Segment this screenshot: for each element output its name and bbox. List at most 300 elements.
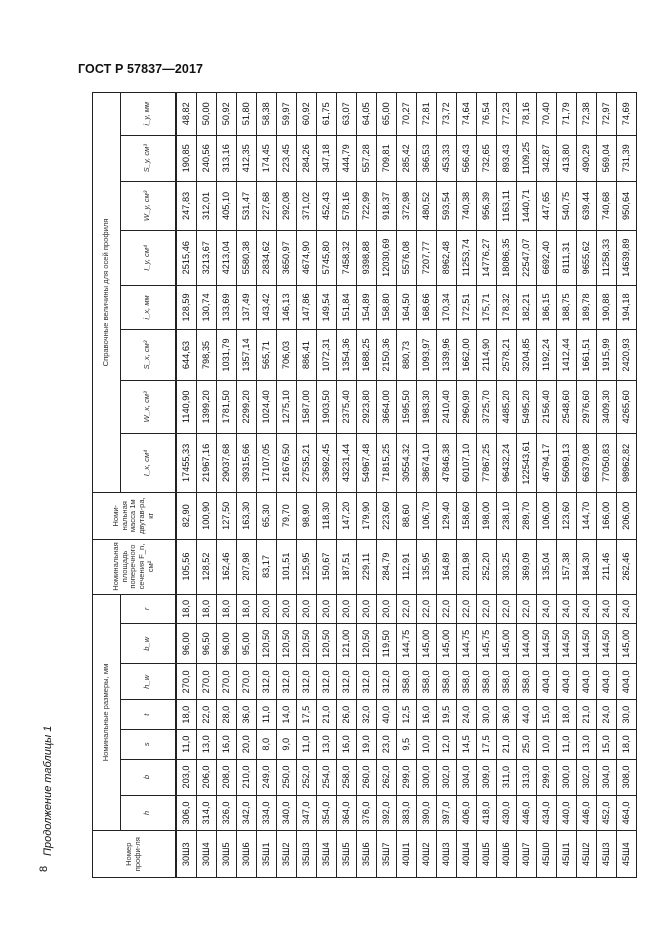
- value-cell: 143,42: [256, 285, 276, 329]
- value-cell: 2834,62: [256, 230, 276, 285]
- value-cell: 70,40: [536, 93, 556, 136]
- value-cell: 30554,32: [396, 433, 416, 492]
- value-cell: 9,5: [396, 729, 416, 759]
- column-header: b_w: [121, 624, 176, 664]
- value-cell: 21967,16: [196, 433, 216, 492]
- value-cell: 1781,50: [216, 380, 236, 433]
- profile-number-cell: 35Ш1: [256, 831, 276, 878]
- value-cell: 18,0: [616, 729, 636, 759]
- profile-number-cell: 45Ш1: [556, 831, 576, 878]
- value-cell: 453,33: [436, 135, 456, 182]
- value-cell: 2375,40: [336, 380, 356, 433]
- value-cell: 731,39: [616, 135, 636, 182]
- value-cell: 1354,36: [336, 330, 356, 381]
- value-cell: 11,0: [296, 729, 316, 759]
- value-cell: 120,50: [256, 624, 276, 664]
- value-cell: 480,52: [416, 182, 436, 231]
- value-cell: 1983,30: [416, 380, 436, 433]
- value-cell: 18,0: [556, 700, 576, 730]
- profile-number-cell: 40Ш1: [396, 831, 416, 878]
- profile-number-cell: 45Ш3: [596, 831, 616, 878]
- profile-number-cell: 35Ш6: [356, 831, 376, 878]
- value-cell: 284,79: [376, 539, 396, 594]
- value-cell: 36,0: [496, 700, 516, 730]
- value-cell: 284,26: [296, 135, 316, 182]
- column-header: S_x, см³: [121, 330, 176, 381]
- value-cell: 7207,77: [416, 230, 436, 285]
- value-cell: 24,0: [596, 594, 616, 624]
- value-cell: 50,92: [216, 93, 236, 136]
- value-cell: 135,04: [536, 539, 556, 594]
- value-cell: 304,0: [596, 759, 616, 795]
- value-cell: 175,71: [476, 285, 496, 329]
- value-cell: 312,0: [256, 664, 276, 700]
- value-cell: 302,0: [576, 759, 596, 795]
- value-cell: 9398,88: [356, 230, 376, 285]
- value-cell: 406,0: [456, 795, 476, 831]
- value-cell: 13,0: [316, 729, 336, 759]
- value-cell: 369,09: [516, 539, 536, 594]
- value-cell: 73,72: [436, 93, 456, 136]
- value-cell: 313,0: [516, 759, 536, 795]
- value-cell: 404,0: [616, 664, 636, 700]
- value-cell: 9655,62: [576, 230, 596, 285]
- value-cell: 83,17: [256, 539, 276, 594]
- value-cell: 358,0: [436, 664, 456, 700]
- value-cell: 4674,90: [296, 230, 316, 285]
- value-cell: 11253,74: [456, 230, 476, 285]
- value-cell: 17,5: [476, 729, 496, 759]
- value-cell: 1903,50: [316, 380, 336, 433]
- value-cell: 13,0: [576, 729, 596, 759]
- value-cell: 1031,79: [216, 330, 236, 381]
- value-cell: 112,91: [396, 539, 416, 594]
- value-cell: 418,0: [476, 795, 496, 831]
- value-cell: 2960,90: [456, 380, 476, 433]
- header-reference: Справочные величины для осей профиля: [93, 93, 121, 493]
- value-cell: 121,00: [336, 624, 356, 664]
- value-cell: 22,0: [436, 594, 456, 624]
- value-cell: 170,34: [436, 285, 456, 329]
- column-header: W_x, см³: [121, 380, 176, 433]
- value-cell: 223,45: [276, 135, 296, 182]
- value-cell: 722,99: [356, 182, 376, 231]
- value-cell: 4265,60: [616, 380, 636, 433]
- value-cell: 145,00: [416, 624, 436, 664]
- value-cell: 250,0: [276, 759, 296, 795]
- profile-number-cell: 35Ш3: [296, 831, 316, 878]
- value-cell: 77,23: [496, 93, 516, 136]
- value-cell: 120,50: [276, 624, 296, 664]
- value-cell: 100,90: [196, 492, 216, 539]
- table-row: [436, 93, 456, 878]
- column-header: h: [121, 795, 176, 831]
- value-cell: 16,0: [216, 729, 236, 759]
- column-header: I_x, см⁴: [121, 433, 176, 492]
- value-cell: 1109,25: [516, 135, 536, 182]
- value-cell: 27535,21: [296, 433, 316, 492]
- value-cell: 397,0: [436, 795, 456, 831]
- column-header: r: [121, 594, 176, 624]
- value-cell: 565,71: [256, 330, 276, 381]
- value-cell: 145,75: [476, 624, 496, 664]
- value-cell: 566,43: [456, 135, 476, 182]
- value-cell: 270,0: [196, 664, 216, 700]
- value-cell: 172,51: [456, 285, 476, 329]
- value-cell: 22,0: [396, 594, 416, 624]
- table-row: [176, 93, 197, 878]
- profile-number-cell: 35Ш4: [316, 831, 336, 878]
- value-cell: 137,49: [236, 285, 256, 329]
- table-row: [536, 93, 556, 878]
- value-cell: 304,0: [456, 759, 476, 795]
- value-cell: 144,70: [576, 492, 596, 539]
- value-cell: 146,13: [276, 285, 296, 329]
- value-cell: 51,80: [236, 93, 256, 136]
- value-cell: 2150,36: [376, 330, 396, 381]
- value-cell: 118,30: [316, 492, 336, 539]
- value-cell: 390,0: [416, 795, 436, 831]
- value-cell: 918,37: [376, 182, 396, 231]
- value-cell: 23,0: [376, 729, 396, 759]
- value-cell: 211,46: [596, 539, 616, 594]
- profile-number-cell: 40Ш4: [456, 831, 476, 878]
- value-cell: 452,43: [316, 182, 336, 231]
- value-cell: 39315,66: [236, 433, 256, 492]
- value-cell: 151,84: [336, 285, 356, 329]
- value-cell: 190,88: [596, 285, 616, 329]
- value-cell: 24,0: [616, 594, 636, 624]
- value-cell: 98962,82: [616, 433, 636, 492]
- value-cell: 18086,35: [496, 230, 516, 285]
- value-cell: 798,35: [196, 330, 216, 381]
- value-cell: 312,0: [376, 664, 396, 700]
- value-cell: 740,68: [596, 182, 616, 231]
- value-cell: 447,65: [536, 182, 556, 231]
- value-cell: 706,03: [276, 330, 296, 381]
- value-cell: 189,78: [576, 285, 596, 329]
- value-cell: 1399,20: [196, 380, 216, 433]
- table-row: [496, 93, 516, 878]
- column-header: i_y, мм: [121, 93, 176, 136]
- profile-table: [92, 92, 637, 878]
- value-cell: 405,10: [216, 182, 236, 231]
- value-cell: 11,0: [556, 729, 576, 759]
- value-cell: 21,0: [316, 700, 336, 730]
- column-header: I_y, см⁴: [121, 230, 176, 285]
- value-cell: 383,0: [396, 795, 416, 831]
- value-cell: 120,50: [316, 624, 336, 664]
- value-cell: 96,00: [216, 624, 236, 664]
- value-cell: 2420,93: [616, 330, 636, 381]
- value-cell: 16,0: [416, 700, 436, 730]
- value-cell: 254,0: [316, 759, 336, 795]
- value-cell: 404,0: [576, 664, 596, 700]
- value-cell: 9,0: [276, 729, 296, 759]
- value-cell: 44,0: [516, 700, 536, 730]
- value-cell: 15,0: [536, 700, 556, 730]
- value-cell: 11,0: [256, 700, 276, 730]
- value-cell: 206,00: [616, 492, 636, 539]
- value-cell: 166,00: [596, 492, 616, 539]
- value-cell: 404,0: [556, 664, 576, 700]
- value-cell: 20,0: [356, 594, 376, 624]
- value-cell: 464,0: [616, 795, 636, 831]
- value-cell: 392,0: [376, 795, 396, 831]
- value-cell: 1595,50: [396, 380, 416, 433]
- value-cell: 4213,04: [216, 230, 236, 285]
- value-cell: 98,90: [296, 492, 316, 539]
- value-cell: 1339,96: [436, 330, 456, 381]
- value-cell: 15,0: [596, 729, 616, 759]
- value-cell: 440,0: [556, 795, 576, 831]
- value-cell: 33692,45: [316, 433, 336, 492]
- value-cell: 24,0: [536, 594, 556, 624]
- column-header: t: [121, 700, 176, 730]
- value-cell: 163,30: [236, 492, 256, 539]
- value-cell: 48,82: [176, 93, 197, 136]
- value-cell: 358,0: [456, 664, 476, 700]
- table-row: [556, 93, 576, 878]
- value-cell: 314,0: [196, 795, 216, 831]
- table-row: [396, 93, 416, 878]
- value-cell: 72,97: [596, 93, 616, 136]
- value-cell: 65,00: [376, 93, 396, 136]
- value-cell: 158,60: [456, 492, 476, 539]
- value-cell: 78,16: [516, 93, 536, 136]
- value-cell: 340,0: [276, 795, 296, 831]
- value-cell: 252,20: [476, 539, 496, 594]
- value-cell: 154,89: [356, 285, 376, 329]
- value-cell: 40,0: [376, 700, 396, 730]
- value-cell: 17107,05: [256, 433, 276, 492]
- value-cell: 119,50: [376, 624, 396, 664]
- table-row: [376, 93, 396, 878]
- value-cell: 24,0: [556, 594, 576, 624]
- value-cell: 144,50: [576, 624, 596, 664]
- value-cell: 125,95: [296, 539, 316, 594]
- value-cell: 174,45: [256, 135, 276, 182]
- value-cell: 188,75: [556, 285, 576, 329]
- value-cell: 133,69: [216, 285, 236, 329]
- profile-number-cell: 40Ш6: [496, 831, 516, 878]
- table-row: [356, 93, 376, 878]
- profile-number-cell: 35Ш2: [276, 831, 296, 878]
- value-cell: 270,0: [216, 664, 236, 700]
- value-cell: 342,87: [536, 135, 556, 182]
- value-cell: 11,0: [176, 729, 197, 759]
- column-header: i_x, мм: [121, 285, 176, 329]
- value-cell: 22,0: [516, 594, 536, 624]
- value-cell: 74,64: [456, 93, 476, 136]
- value-cell: 122543,61: [516, 433, 536, 492]
- value-cell: 59,97: [276, 93, 296, 136]
- value-cell: 358,0: [516, 664, 536, 700]
- table-row: [256, 93, 276, 878]
- value-cell: 299,0: [396, 759, 416, 795]
- value-cell: 285,42: [396, 135, 416, 182]
- value-cell: 302,0: [436, 759, 456, 795]
- value-cell: 21,0: [576, 700, 596, 730]
- value-cell: 354,0: [316, 795, 336, 831]
- value-cell: 309,0: [476, 759, 496, 795]
- value-cell: 5576,08: [396, 230, 416, 285]
- value-cell: 2299,20: [236, 380, 256, 433]
- value-cell: 358,0: [396, 664, 416, 700]
- value-cell: 18,0: [236, 594, 256, 624]
- value-cell: 1163,11: [496, 182, 516, 231]
- value-cell: 1661,51: [576, 330, 596, 381]
- value-cell: 168,66: [416, 285, 436, 329]
- column-header: W_y, см³: [121, 182, 176, 231]
- value-cell: 20,0: [236, 729, 256, 759]
- value-cell: 145,00: [496, 624, 516, 664]
- value-cell: 262,0: [376, 759, 396, 795]
- value-cell: 21676,50: [276, 433, 296, 492]
- value-cell: 82,90: [176, 492, 197, 539]
- value-cell: 2410,40: [436, 380, 456, 433]
- value-cell: 22,0: [456, 594, 476, 624]
- value-cell: 404,0: [536, 664, 556, 700]
- value-cell: 227,68: [256, 182, 276, 231]
- value-cell: 247,83: [176, 182, 197, 231]
- value-cell: 144,75: [396, 624, 416, 664]
- value-cell: 71815,25: [376, 433, 396, 492]
- value-cell: 54967,48: [356, 433, 376, 492]
- value-cell: 66379,08: [576, 433, 596, 492]
- value-cell: 2976,60: [576, 380, 596, 433]
- value-cell: 644,63: [176, 330, 197, 381]
- value-cell: 24,0: [576, 594, 596, 624]
- value-cell: 144,00: [516, 624, 536, 664]
- value-cell: 65,30: [256, 492, 276, 539]
- header-mass: Номи-нальная масса 1м двутав-ра, кг: [93, 492, 176, 539]
- value-cell: 260,0: [356, 759, 376, 795]
- value-cell: 223,60: [376, 492, 396, 539]
- value-cell: 1915,99: [596, 330, 616, 381]
- value-cell: 24,0: [456, 700, 476, 730]
- value-cell: 18,0: [176, 700, 197, 730]
- value-cell: 2114,90: [476, 330, 496, 381]
- column-header: b: [121, 759, 176, 795]
- value-cell: 182,21: [516, 285, 536, 329]
- value-cell: 1662,00: [456, 330, 476, 381]
- value-cell: 96432,24: [496, 433, 516, 492]
- value-cell: 105,56: [176, 539, 197, 594]
- value-cell: 404,0: [596, 664, 616, 700]
- value-cell: 3204,85: [516, 330, 536, 381]
- value-cell: 312,0: [296, 664, 316, 700]
- value-cell: 210,0: [236, 759, 256, 795]
- value-cell: 3650,97: [276, 230, 296, 285]
- value-cell: 1192,24: [536, 330, 556, 381]
- profile-number-cell: 40Ш2: [416, 831, 436, 878]
- value-cell: 130,74: [196, 285, 216, 329]
- value-cell: 21,0: [496, 729, 516, 759]
- value-cell: 289,70: [516, 492, 536, 539]
- value-cell: 2578,21: [496, 330, 516, 381]
- value-cell: 207,98: [236, 539, 256, 594]
- value-cell: 25,0: [516, 729, 536, 759]
- value-cell: 14776,27: [476, 230, 496, 285]
- value-cell: 20,0: [276, 594, 296, 624]
- value-cell: 22,0: [496, 594, 516, 624]
- value-cell: 364,0: [336, 795, 356, 831]
- table-row: [516, 93, 536, 878]
- value-cell: 144,75: [456, 624, 476, 664]
- value-cell: 145,00: [616, 624, 636, 664]
- value-cell: 70,27: [396, 93, 416, 136]
- value-cell: 50,00: [196, 93, 216, 136]
- value-cell: 17455,33: [176, 433, 197, 492]
- value-cell: 149,54: [316, 285, 336, 329]
- value-cell: 372,98: [396, 182, 416, 231]
- value-cell: 184,30: [576, 539, 596, 594]
- value-cell: 490,29: [576, 135, 596, 182]
- profile-number-cell: 30Ш3: [176, 831, 197, 878]
- value-cell: 20,0: [256, 594, 276, 624]
- column-header: s: [121, 729, 176, 759]
- value-cell: 190,85: [176, 135, 197, 182]
- value-cell: 1140,90: [176, 380, 197, 433]
- value-cell: 347,0: [296, 795, 316, 831]
- value-cell: 14,5: [456, 729, 476, 759]
- value-cell: 1072,31: [316, 330, 336, 381]
- value-cell: 158,80: [376, 285, 396, 329]
- profile-number-cell: 35Ш7: [376, 831, 396, 878]
- value-cell: 342,0: [236, 795, 256, 831]
- profile-number-cell: 30Ш5: [216, 831, 236, 878]
- value-cell: 20,0: [296, 594, 316, 624]
- value-cell: 8,0: [256, 729, 276, 759]
- value-cell: 17,5: [296, 700, 316, 730]
- value-cell: 128,52: [196, 539, 216, 594]
- value-cell: 147,86: [296, 285, 316, 329]
- value-cell: 1093,97: [416, 330, 436, 381]
- value-cell: 20,0: [316, 594, 336, 624]
- profile-number-cell: 40Ш7: [516, 831, 536, 878]
- value-cell: 312,0: [336, 664, 356, 700]
- value-cell: 311,0: [496, 759, 516, 795]
- value-cell: 262,46: [616, 539, 636, 594]
- value-cell: 14,0: [276, 700, 296, 730]
- value-cell: 79,70: [276, 492, 296, 539]
- table-row: [476, 93, 496, 878]
- value-cell: 24,0: [596, 700, 616, 730]
- value-cell: 20,0: [376, 594, 396, 624]
- value-cell: 413,80: [556, 135, 576, 182]
- value-cell: 47846,38: [436, 433, 456, 492]
- column-header: S_y, см³: [121, 135, 176, 182]
- profile-number-cell: 45Ш2: [576, 831, 596, 878]
- value-cell: 540,75: [556, 182, 576, 231]
- value-cell: 120,50: [356, 624, 376, 664]
- value-cell: 366,53: [416, 135, 436, 182]
- value-cell: 145,00: [436, 624, 456, 664]
- value-cell: 371,02: [296, 182, 316, 231]
- value-cell: 6692,40: [536, 230, 556, 285]
- value-cell: 144,50: [556, 624, 576, 664]
- value-cell: 740,38: [456, 182, 476, 231]
- value-cell: 578,16: [336, 182, 356, 231]
- value-cell: 3664,00: [376, 380, 396, 433]
- value-cell: 5580,38: [236, 230, 256, 285]
- value-cell: 128,59: [176, 285, 197, 329]
- value-cell: 22,0: [476, 594, 496, 624]
- value-cell: 60,92: [296, 93, 316, 136]
- value-cell: 12,5: [396, 700, 416, 730]
- value-cell: 312,0: [356, 664, 376, 700]
